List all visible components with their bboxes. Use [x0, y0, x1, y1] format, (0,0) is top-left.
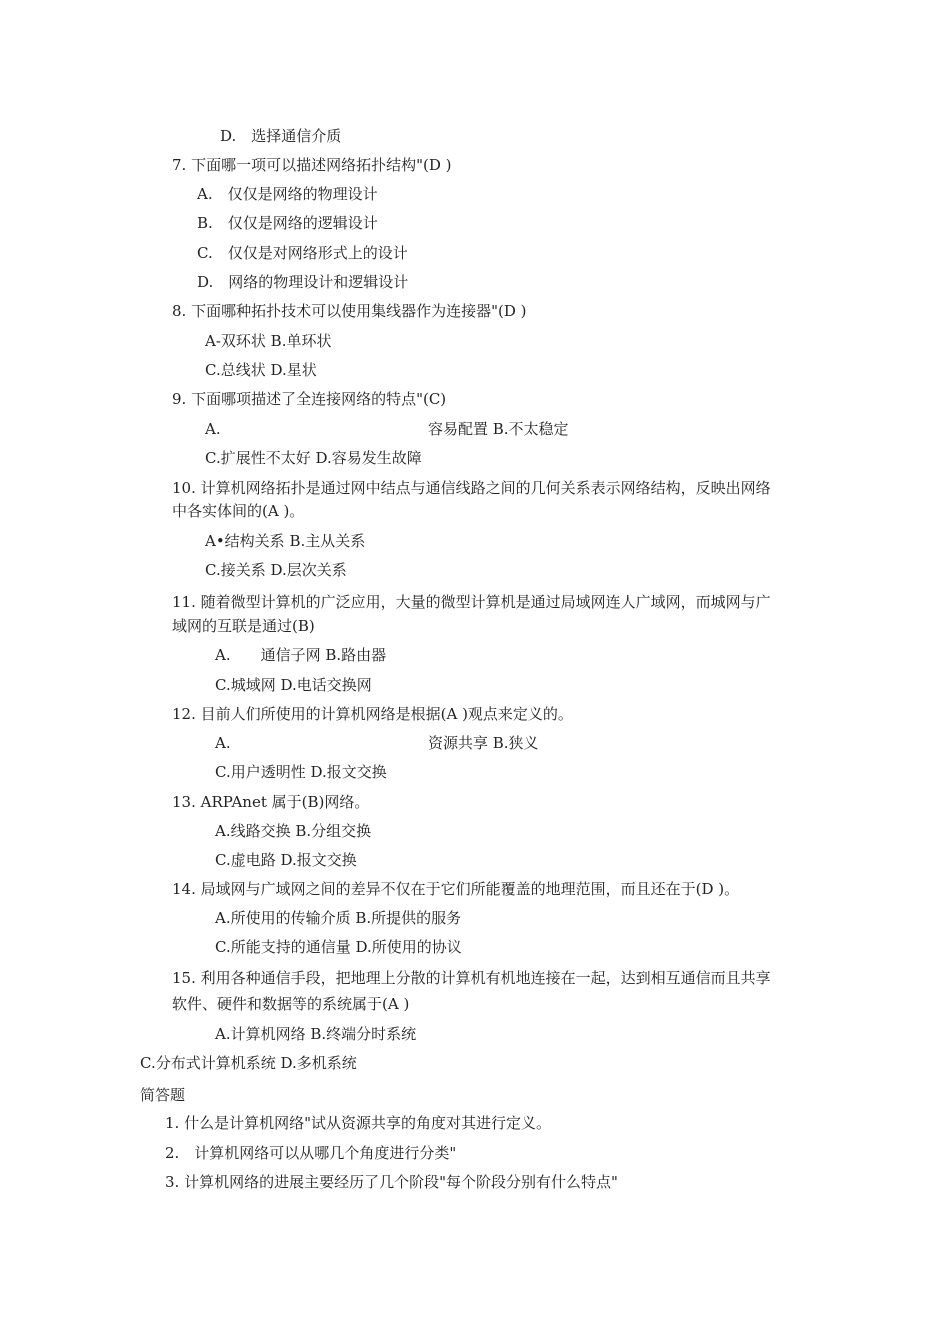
- question-7: 7. 下面哪一项可以描述网络拓扑结构"(D ): [172, 156, 452, 174]
- question-13: 13. ARPAnet 属于(B)网络。: [172, 793, 370, 811]
- q14-options-ab: A.所使用的传输介质 B.所提供的服务: [215, 909, 462, 927]
- question-11-line1: 11. 随着微型计算机的广泛应用，大量的微型计算机是通过局域网连人广域网，而城网与广: [172, 593, 771, 611]
- q13-options-ab: A.线路交换 B.分组交换: [215, 822, 372, 840]
- q10-options-cd: C.接关系 D.层次关系: [205, 561, 347, 579]
- short-answer-3: 3. 计算机网络的进展主要经历了几个阶段"每个阶段分别有什么特点": [165, 1173, 618, 1191]
- q15-options-cd: C.分布式计算机系统 D.多机系统: [140, 1054, 357, 1072]
- q10-options-ab: A•结构关系 B.主从关系: [205, 532, 366, 550]
- question-15-line2: 软件、硬件和数据等的系统属于(A ): [172, 995, 410, 1013]
- q8-options-ab: A-双环状 B.单环状: [205, 332, 332, 350]
- q7-option-a: A. 仅仅是网络的物理设计: [197, 185, 378, 203]
- short-answer-1: 1. 什么是计算机网络"试从资源共享的角度对其进行定义。: [165, 1114, 551, 1132]
- q12-option-a-label: A.: [215, 734, 231, 752]
- question-8: 8. 下面哪种拓扑技术可以使用集线器作为连接器"(D ): [172, 302, 527, 320]
- question-9: 9. 下面哪项描述了全连接网络的特点"(C): [172, 390, 447, 408]
- short-answer-2: 2. 计算机网络可以从哪几个角度进行分类": [165, 1144, 457, 1162]
- q15-options-ab: A.计算机网络 B.终端分时系统: [215, 1025, 417, 1043]
- question-12: 12. 目前人们所使用的计算机网络是根据(A )观点来定义的。: [172, 705, 573, 723]
- q7-option-c: C. 仅仅是对网络形式上的设计: [197, 244, 408, 262]
- q8-options-cd: C.总线状 D.星状: [205, 361, 317, 379]
- q12-options-ab: 资源共享 B.狭义: [428, 734, 539, 752]
- q7-option-b: B. 仅仅是网络的逻辑设计: [197, 214, 378, 232]
- q13-options-cd: C.虚电路 D.报文交换: [215, 851, 357, 869]
- q9-option-a-label: A.: [205, 420, 221, 438]
- q14-options-cd: C.所能支持的通信量 D.所使用的协议: [215, 938, 462, 956]
- question-10-line1: 10. 计算机网络拓扑是通过网中结点与通信线路之间的几何关系表示网络结构，反映出网络: [172, 479, 771, 497]
- q6-option-d: D. 选择通信介质: [220, 127, 342, 145]
- question-15-line1: 15. 利用各种通信手段，把地理上分散的计算机有机地连接在一起，达到相互通信而且共享: [172, 969, 771, 987]
- section-heading-short-answer: 简答题: [140, 1086, 186, 1104]
- question-14: 14. 局域网与广域网之间的差异不仅在于它们所能覆盖的地理范围，而且还在于(D )。: [172, 880, 740, 898]
- question-10-line2: 中各实体间的(A )。: [172, 502, 305, 520]
- q11-options-ab: A. 通信子网 B.路由器: [215, 646, 387, 664]
- q11-options-cd: C.城域网 D.电话交换网: [215, 676, 372, 694]
- q12-options-cd: C.用户透明性 D.报文交换: [215, 763, 387, 781]
- q9-options-ab: 容易配置 B.不太稳定: [428, 420, 569, 438]
- question-11-line2: 域网的互联是通过(B): [172, 617, 315, 635]
- q7-option-d: D. 网络的物理设计和逻辑设计: [197, 273, 409, 291]
- q9-options-cd: C.扩展性不太好 D.容易发生故障: [205, 449, 422, 467]
